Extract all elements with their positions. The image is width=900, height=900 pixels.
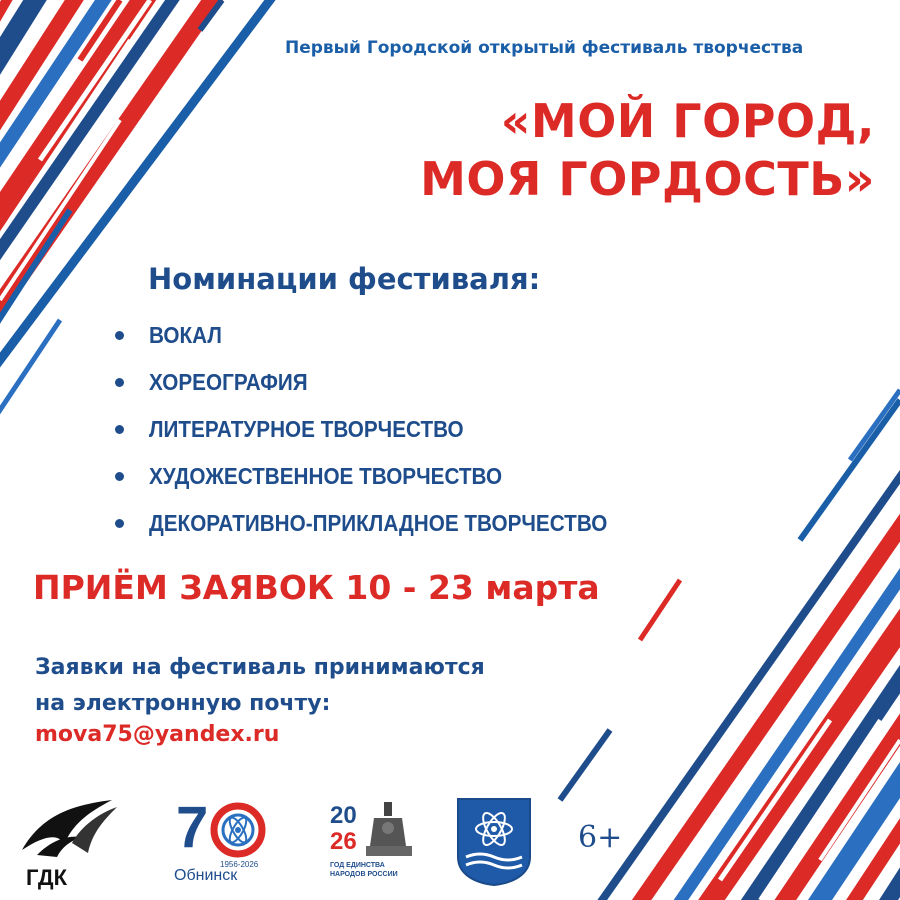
year-of-unity-logo [330, 800, 425, 890]
age-rating-badge: 6+ [578, 820, 623, 855]
bullet-icon [115, 378, 124, 387]
contact-info [35, 650, 485, 722]
city-emblem-logo [456, 797, 532, 887]
gdk-logo [12, 795, 122, 890]
title-line-2: МОЯ ГОРДОСТЬ» [420, 152, 875, 206]
unity-year-bottom: 26 [330, 828, 357, 855]
gdk-bird-icon [12, 795, 122, 863]
nomination-item [115, 453, 658, 500]
unity-year-top: 20 [330, 802, 357, 829]
bullet-icon [115, 425, 124, 434]
gdk-logo-text: ГДК [26, 865, 68, 890]
bullet-icon [115, 519, 124, 528]
nomination-item [115, 500, 658, 547]
unity-line-1: ГОД ЕДИНСТВА [330, 862, 385, 869]
anniversary-city: Обнинск [174, 867, 238, 884]
bullet-icon [115, 472, 124, 481]
contact-email-link[interactable]: mova75@yandex.ru [35, 722, 280, 747]
anniversary-years: 1956-2026 [220, 860, 259, 869]
bullet-icon [115, 331, 124, 340]
nomination-label: ХУДОЖЕСТВЕННОЕ ТВОРЧЕСТВО [149, 463, 503, 489]
nomination-label: ХОРЕОГРАФИЯ [149, 369, 308, 395]
nomination-item [115, 406, 658, 453]
nomination-label: ВОКАЛ [149, 322, 222, 348]
application-deadline: ПРИЁМ ЗАЯВОК 10 - 23 марта [33, 568, 600, 607]
nomination-label: ДЕКОРАТИВНО-ПРИКЛАДНОЕ ТВОРЧЕСТВО [149, 510, 608, 536]
atom-icon [208, 800, 268, 860]
unity-line-2: НАРОДОВ РОССИИ [330, 871, 398, 878]
obninsk-70-logo [172, 795, 282, 888]
nomination-label: ЛИТЕРАТУРНОЕ ТВОРЧЕСТВО [149, 416, 464, 442]
nominations-list [115, 312, 658, 547]
festival-subtitle: Первый Городской открытый фестиваль творчества [285, 38, 804, 58]
nomination-item [115, 312, 658, 359]
contact-line-2: на электронную почту: [35, 691, 331, 716]
anniversary-number: 7 [176, 795, 209, 860]
festival-title [420, 92, 875, 208]
atom-emblem-icon [456, 797, 532, 887]
monument-icon [362, 800, 417, 860]
contact-line-1: Заявки на фестиваль принимаются [35, 655, 485, 680]
nomination-item [115, 359, 658, 406]
title-line-1: «МОЙ ГОРОД, [500, 94, 875, 148]
nominations-heading: Номинации фестиваля: [148, 262, 541, 296]
